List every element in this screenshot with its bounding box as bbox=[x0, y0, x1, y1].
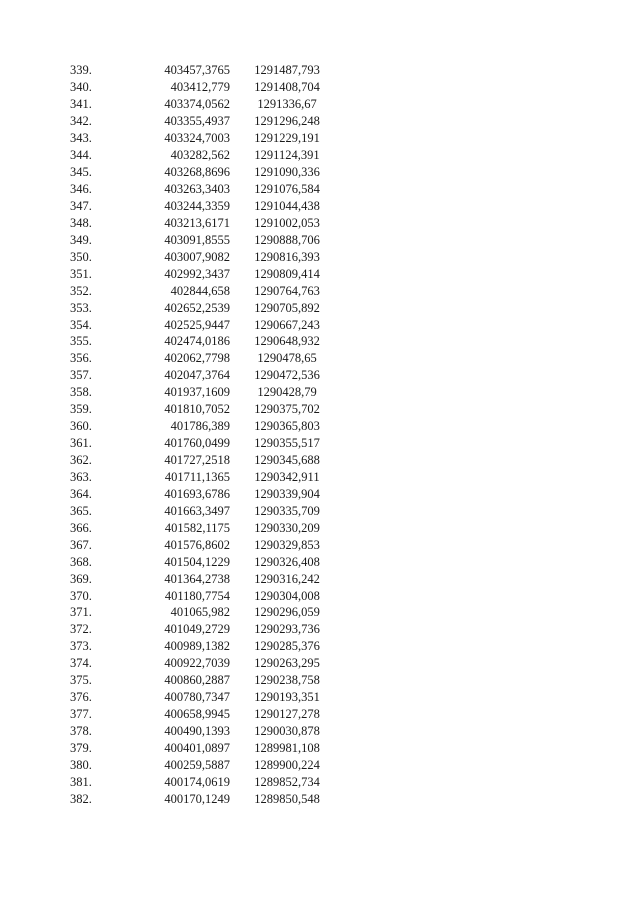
table-row bbox=[70, 655, 332, 672]
x-coordinate: 403457,3765 bbox=[164, 63, 230, 78]
row-number: 365. bbox=[70, 503, 92, 518]
row-number: 340. bbox=[70, 80, 92, 95]
x-coordinate: 401786,389 bbox=[170, 419, 230, 434]
x-coordinate: 402047,3764 bbox=[164, 368, 230, 383]
x-coordinate: 402652,2539 bbox=[164, 300, 230, 315]
row-number: 368. bbox=[70, 554, 92, 569]
y-coordinate: 1290326,408 bbox=[254, 554, 320, 569]
row-number: 376. bbox=[70, 690, 92, 705]
table-row bbox=[70, 773, 332, 790]
row-number: 363. bbox=[70, 469, 92, 484]
y-coordinate: 1291002,053 bbox=[254, 215, 320, 230]
row-number: 377. bbox=[70, 707, 92, 722]
table-row bbox=[70, 587, 332, 604]
row-number: 371. bbox=[70, 605, 92, 620]
x-coordinate: 403282,562 bbox=[170, 148, 230, 163]
table-row bbox=[70, 384, 332, 401]
y-coordinate: 1290478,65 bbox=[257, 351, 317, 366]
y-coordinate: 1290339,904 bbox=[254, 486, 320, 501]
row-number: 339. bbox=[70, 63, 92, 78]
x-coordinate: 403412,779 bbox=[170, 80, 230, 95]
row-number: 347. bbox=[70, 198, 92, 213]
x-coordinate: 400989,1382 bbox=[164, 639, 230, 654]
x-coordinate: 400780,7347 bbox=[164, 690, 230, 705]
table-row bbox=[70, 502, 332, 519]
y-coordinate: 1291076,584 bbox=[254, 182, 320, 197]
y-coordinate: 1290193,351 bbox=[254, 690, 320, 705]
x-coordinate: 400401,0897 bbox=[164, 740, 230, 755]
row-number: 355. bbox=[70, 334, 92, 349]
x-coordinate: 403268,8696 bbox=[164, 165, 230, 180]
table-row bbox=[70, 96, 332, 113]
x-coordinate: 401065,982 bbox=[170, 605, 230, 620]
table-row bbox=[70, 350, 332, 367]
row-number: 341. bbox=[70, 97, 92, 112]
table-row bbox=[70, 519, 332, 536]
y-coordinate: 1290648,932 bbox=[254, 334, 320, 349]
y-coordinate: 1290345,688 bbox=[254, 453, 320, 468]
x-coordinate: 401180,7754 bbox=[164, 588, 230, 603]
x-coordinate: 403263,3403 bbox=[164, 182, 230, 197]
x-coordinate: 400259,5887 bbox=[164, 757, 230, 772]
table-row bbox=[70, 621, 332, 638]
x-coordinate: 401504,1229 bbox=[164, 554, 230, 569]
x-coordinate: 402525,9447 bbox=[164, 317, 230, 332]
x-coordinate: 401693,6786 bbox=[164, 486, 230, 501]
x-coordinate: 402844,658 bbox=[170, 283, 230, 298]
x-coordinate: 401810,7052 bbox=[164, 402, 230, 417]
row-number: 367. bbox=[70, 537, 92, 552]
row-number: 353. bbox=[70, 300, 92, 315]
row-number: 370. bbox=[70, 588, 92, 603]
row-number: 362. bbox=[70, 453, 92, 468]
x-coordinate: 401760,0499 bbox=[164, 436, 230, 451]
table-row bbox=[70, 638, 332, 655]
y-coordinate: 1291044,438 bbox=[254, 198, 320, 213]
table-row bbox=[70, 672, 332, 689]
row-number: 356. bbox=[70, 351, 92, 366]
x-coordinate: 401727,2518 bbox=[164, 453, 230, 468]
table-row bbox=[70, 689, 332, 706]
y-coordinate: 1291487,793 bbox=[254, 63, 320, 78]
x-coordinate: 403374,0562 bbox=[164, 97, 230, 112]
x-coordinate: 403091,8555 bbox=[164, 232, 230, 247]
y-coordinate: 1290472,536 bbox=[254, 368, 320, 383]
y-coordinate: 1289852,734 bbox=[254, 774, 320, 789]
row-number: 345. bbox=[70, 165, 92, 180]
row-number: 346. bbox=[70, 182, 92, 197]
table-row bbox=[70, 790, 332, 807]
row-number: 361. bbox=[70, 436, 92, 451]
table-row bbox=[70, 604, 332, 621]
x-coordinate: 400490,1393 bbox=[164, 724, 230, 739]
y-coordinate: 1290888,706 bbox=[254, 232, 320, 247]
table-row bbox=[70, 452, 332, 469]
y-coordinate: 1290705,892 bbox=[254, 300, 320, 315]
row-number: 342. bbox=[70, 114, 92, 129]
table-row bbox=[70, 248, 332, 265]
y-coordinate: 1290293,736 bbox=[254, 622, 320, 637]
y-coordinate: 1290263,295 bbox=[254, 656, 320, 671]
row-number: 375. bbox=[70, 673, 92, 688]
x-coordinate: 403213,6171 bbox=[164, 215, 230, 230]
table-row bbox=[70, 333, 332, 350]
row-number: 373. bbox=[70, 639, 92, 654]
y-coordinate: 1291229,191 bbox=[254, 131, 320, 146]
table-row bbox=[70, 418, 332, 435]
table-row bbox=[70, 164, 332, 181]
y-coordinate: 1290342,911 bbox=[254, 469, 320, 484]
x-coordinate: 400658,9945 bbox=[164, 707, 230, 722]
x-coordinate: 400174,0619 bbox=[164, 774, 230, 789]
table-row bbox=[70, 469, 332, 486]
row-number: 358. bbox=[70, 385, 92, 400]
row-number: 360. bbox=[70, 419, 92, 434]
table-row bbox=[70, 485, 332, 502]
y-coordinate: 1290316,242 bbox=[254, 571, 320, 586]
y-coordinate: 1291090,336 bbox=[254, 165, 320, 180]
y-coordinate: 1290764,763 bbox=[254, 283, 320, 298]
y-coordinate: 1289900,224 bbox=[254, 757, 320, 772]
table-row bbox=[70, 367, 332, 384]
table-row bbox=[70, 435, 332, 452]
y-coordinate: 1290809,414 bbox=[254, 266, 320, 281]
x-coordinate: 403007,9082 bbox=[164, 249, 230, 264]
row-number: 369. bbox=[70, 571, 92, 586]
y-coordinate: 1291336,67 bbox=[257, 97, 317, 112]
table-row bbox=[70, 553, 332, 570]
row-number: 382. bbox=[70, 791, 92, 806]
table-row bbox=[70, 706, 332, 723]
x-coordinate: 402062,7798 bbox=[164, 351, 230, 366]
row-number: 348. bbox=[70, 215, 92, 230]
y-coordinate: 1290304,008 bbox=[254, 588, 320, 603]
table-row bbox=[70, 214, 332, 231]
row-number: 364. bbox=[70, 486, 92, 501]
row-number: 354. bbox=[70, 317, 92, 332]
y-coordinate: 1290428,79 bbox=[257, 385, 317, 400]
x-coordinate: 401576,8602 bbox=[164, 537, 230, 552]
row-number: 381. bbox=[70, 774, 92, 789]
y-coordinate: 1290816,393 bbox=[254, 249, 320, 264]
table-row bbox=[70, 147, 332, 164]
table-row bbox=[70, 740, 332, 757]
row-number: 350. bbox=[70, 249, 92, 264]
y-coordinate: 1290329,853 bbox=[254, 537, 320, 552]
x-coordinate: 401937,1609 bbox=[164, 385, 230, 400]
table-row bbox=[70, 401, 332, 418]
y-coordinate: 1290335,709 bbox=[254, 503, 320, 518]
coordinate-table bbox=[70, 62, 332, 807]
table-row bbox=[70, 181, 332, 198]
x-coordinate: 403355,4937 bbox=[164, 114, 230, 129]
row-number: 344. bbox=[70, 148, 92, 163]
y-coordinate: 1290375,702 bbox=[254, 402, 320, 417]
y-coordinate: 1290355,517 bbox=[254, 436, 320, 451]
y-coordinate: 1290667,243 bbox=[254, 317, 320, 332]
row-number: 372. bbox=[70, 622, 92, 637]
row-number: 380. bbox=[70, 757, 92, 772]
y-coordinate: 1290030,878 bbox=[254, 724, 320, 739]
y-coordinate: 1290127,278 bbox=[254, 707, 320, 722]
y-coordinate: 1291124,391 bbox=[254, 148, 320, 163]
table-row bbox=[70, 316, 332, 333]
y-coordinate: 1291408,704 bbox=[254, 80, 320, 95]
y-coordinate: 1289850,548 bbox=[254, 791, 320, 806]
y-coordinate: 1289981,108 bbox=[254, 740, 320, 755]
y-coordinate: 1290238,758 bbox=[254, 673, 320, 688]
row-number: 343. bbox=[70, 131, 92, 146]
table-row bbox=[70, 299, 332, 316]
row-number: 352. bbox=[70, 283, 92, 298]
row-number: 366. bbox=[70, 520, 92, 535]
table-row bbox=[70, 113, 332, 130]
table-row bbox=[70, 282, 332, 299]
table-row bbox=[70, 231, 332, 248]
y-coordinate: 1290296,059 bbox=[254, 605, 320, 620]
table-row bbox=[70, 79, 332, 96]
x-coordinate: 401364,2738 bbox=[164, 571, 230, 586]
x-coordinate: 401663,3497 bbox=[164, 503, 230, 518]
table-row bbox=[70, 265, 332, 282]
y-coordinate: 1291296,248 bbox=[254, 114, 320, 129]
table-row bbox=[70, 756, 332, 773]
table-row bbox=[70, 723, 332, 740]
table-row bbox=[70, 536, 332, 553]
row-number: 351. bbox=[70, 266, 92, 281]
y-coordinate: 1290330,209 bbox=[254, 520, 320, 535]
x-coordinate: 403244,3359 bbox=[164, 198, 230, 213]
x-coordinate: 400170,1249 bbox=[164, 791, 230, 806]
x-coordinate: 400922,7039 bbox=[164, 656, 230, 671]
table-row bbox=[70, 198, 332, 215]
x-coordinate: 400860,2887 bbox=[164, 673, 230, 688]
row-number: 349. bbox=[70, 232, 92, 247]
row-number: 379. bbox=[70, 740, 92, 755]
x-coordinate: 401049,2729 bbox=[164, 622, 230, 637]
row-number: 357. bbox=[70, 368, 92, 383]
row-number: 359. bbox=[70, 402, 92, 417]
x-coordinate: 402992,3437 bbox=[164, 266, 230, 281]
row-number: 378. bbox=[70, 724, 92, 739]
x-coordinate: 401582,1175 bbox=[164, 520, 230, 535]
table-row bbox=[70, 62, 332, 79]
x-coordinate: 401711,1365 bbox=[164, 469, 230, 484]
row-number: 374. bbox=[70, 656, 92, 671]
y-coordinate: 1290285,376 bbox=[254, 639, 320, 654]
x-coordinate: 402474,0186 bbox=[164, 334, 230, 349]
y-coordinate: 1290365,803 bbox=[254, 419, 320, 434]
table-row bbox=[70, 570, 332, 587]
coordinate-table-body bbox=[70, 62, 332, 807]
x-coordinate: 403324,7003 bbox=[164, 131, 230, 146]
table-row bbox=[70, 130, 332, 147]
